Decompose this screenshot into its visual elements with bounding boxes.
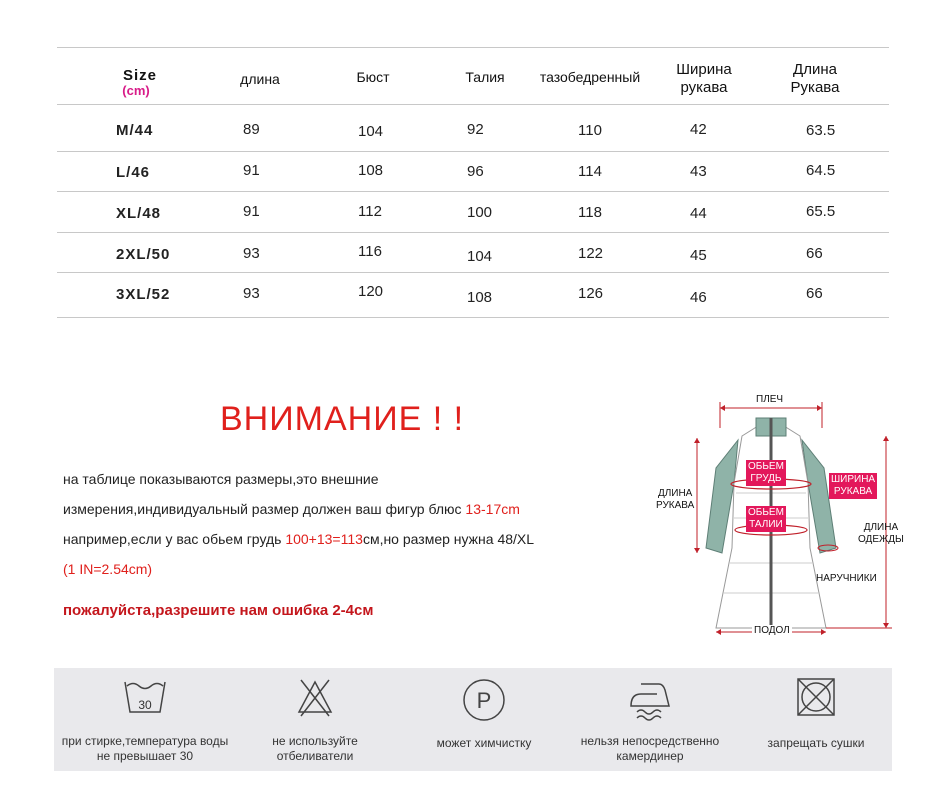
care-label-dry-1: запрещать сушки xyxy=(767,736,865,750)
label-shoulder: ПЛЕЧ xyxy=(756,394,784,405)
row-3xl52-sleeve-width: 46 xyxy=(690,289,707,306)
size-header-unit: (cm) xyxy=(122,83,150,98)
row-m44-hip: 110 xyxy=(578,122,602,139)
row-m44-length: 89 xyxy=(243,121,260,138)
size-header xyxy=(112,67,168,100)
notice-line-3-text: например,если у вас обьем грудь xyxy=(63,531,286,547)
row-l46-hip: 114 xyxy=(578,163,602,180)
jacket-diagram xyxy=(650,388,904,648)
row-2xl50-hip: 122 xyxy=(578,245,604,262)
table-top-rule xyxy=(57,47,889,48)
notice-line-2-text: измерения,индивидуальный размер должен ваш фигур блюс xyxy=(63,501,466,517)
care-item-wash xyxy=(55,668,235,771)
care-label-wash-1: при стирке,температура воды xyxy=(61,734,229,748)
row-size-2xl50: 2XL/50 xyxy=(116,246,171,263)
label-sleeve-length xyxy=(656,488,694,512)
tag-sleeve-width-2: РУКАВА xyxy=(833,486,873,497)
label-hem: ПОДОЛ xyxy=(754,625,790,636)
care-instructions xyxy=(54,668,892,771)
col-header-bust: Бюст xyxy=(356,69,390,85)
label-sleeve-length-1: ДЛИНА xyxy=(657,488,693,499)
tag-waist xyxy=(746,506,786,532)
row-2xl50-bust: 116 xyxy=(358,243,382,260)
label-sleeve-length-2: РУКАВА xyxy=(656,500,695,511)
row-3xl52-length: 93 xyxy=(243,285,260,302)
care-label-bleach-1: не используйте xyxy=(272,734,358,748)
row-2xl50-sleeve-width: 45 xyxy=(690,247,707,264)
row-m44-sleeve-length: 63.5 xyxy=(806,122,836,139)
row-l46-sleeve-length: 64.5 xyxy=(806,162,836,179)
care-label-iron xyxy=(560,734,740,764)
care-label-bleach-2: отбеливатели xyxy=(276,749,354,763)
row-size-l46: L/46 xyxy=(116,164,151,181)
row-xl48-sleeve-width: 44 xyxy=(690,205,707,222)
tag-waist-1: ОБЬЕМ xyxy=(748,507,784,518)
tag-sleeve-width-1: ШИРИНА xyxy=(831,474,876,485)
label-garment-length xyxy=(858,522,904,546)
row-2xl50-sleeve-length: 66 xyxy=(806,245,823,262)
row-xl48-hip: 118 xyxy=(578,204,602,221)
tag-sleeve-width xyxy=(829,473,877,499)
attention-title: ВНИМАНИЕ ! ! xyxy=(220,400,465,438)
row-size-3xl52: 3XL/52 xyxy=(116,286,171,303)
row-2xl50-length: 93 xyxy=(243,245,260,262)
notice-line-1: на таблице показываются размеры,это внешние xyxy=(63,471,379,487)
iron-steam-icon xyxy=(623,676,677,722)
row-xl48-waist: 100 xyxy=(467,204,493,221)
table-row-rule xyxy=(57,191,889,192)
row-xl48-length: 91 xyxy=(243,203,260,220)
care-label-wash-2: не превышает 30 xyxy=(96,749,194,763)
notice-line-4: (1 IN=2.54cm) xyxy=(63,561,153,577)
row-m44-sleeve-width: 42 xyxy=(690,121,707,138)
row-xl48-sleeve-length: 65.5 xyxy=(806,203,836,220)
tag-waist-2: ТАЛИИ xyxy=(749,519,783,530)
row-size-m44: M/44 xyxy=(116,122,154,139)
care-label-dryclean xyxy=(394,736,574,751)
care-item-dryclean xyxy=(394,668,574,771)
row-3xl52-bust: 120 xyxy=(358,283,384,300)
row-size-xl48: XL/48 xyxy=(116,205,162,222)
row-m44-waist: 92 xyxy=(467,121,484,138)
care-label-bleach xyxy=(225,734,405,764)
row-3xl52-hip: 126 xyxy=(578,285,604,302)
care-label-dry xyxy=(726,736,906,751)
table-row-rule xyxy=(57,151,889,152)
care-label-iron-2: камердинер xyxy=(616,749,684,763)
care-label-iron-1: нельзя непосредственно xyxy=(580,734,720,748)
tag-chest-2: ГРУДЬ xyxy=(750,473,782,484)
notice-line-3-tail: см,но размер нужна 48/XL xyxy=(362,531,535,547)
notice-line-3 xyxy=(63,531,534,547)
no-bleach-icon xyxy=(295,676,335,720)
dry-clean-p-icon xyxy=(460,676,508,724)
care-item-iron xyxy=(560,668,740,771)
row-m44-bust: 104 xyxy=(358,123,384,140)
wash-temperature: 30 xyxy=(138,698,152,712)
label-cuffs: НАРУЧНИКИ xyxy=(816,573,877,584)
table-header-rule xyxy=(57,104,889,105)
notice-line-3-example: 100+13=113 xyxy=(285,531,363,547)
col-header-sleeve-width: Ширина рукава xyxy=(676,61,732,96)
label-garment-length-2: ОДЕЖДЫ xyxy=(858,534,904,545)
col-header-sleeve-length: Длина Рукава xyxy=(790,61,840,96)
table-row-rule xyxy=(57,232,889,233)
row-l46-bust: 108 xyxy=(358,162,384,179)
row-3xl52-waist: 108 xyxy=(467,289,493,306)
label-garment-length-1: ДЛИНА xyxy=(863,522,899,533)
notice-line-2 xyxy=(63,501,520,517)
col-header-waist: Талия xyxy=(465,69,505,85)
table-bottom-rule xyxy=(57,317,889,318)
row-l46-sleeve-width: 43 xyxy=(690,163,707,180)
size-header-label: Size xyxy=(122,67,157,84)
dry-clean-letter: P xyxy=(476,688,492,713)
care-item-bleach xyxy=(225,668,405,771)
notice-line-2-range: 13-17cm xyxy=(465,501,520,517)
table-row-rule xyxy=(57,272,889,273)
care-item-dry xyxy=(726,668,906,771)
tag-chest xyxy=(746,460,786,486)
care-label-wash xyxy=(55,734,235,764)
please-note: пожалуйста,разрешите нам ошибка 2-4см xyxy=(63,602,374,619)
tag-chest-1: ОБЬЕМ xyxy=(748,461,784,472)
row-3xl52-sleeve-length: 66 xyxy=(806,285,823,302)
row-l46-waist: 96 xyxy=(467,163,484,180)
no-tumble-dry-icon xyxy=(795,676,837,718)
row-xl48-bust: 112 xyxy=(358,203,382,220)
care-label-dryclean-1: может химчистку xyxy=(436,736,532,750)
col-header-hip: тазобедренный xyxy=(539,69,641,85)
row-2xl50-waist: 104 xyxy=(467,248,493,265)
col-header-length: длина xyxy=(240,71,280,87)
row-l46-length: 91 xyxy=(243,162,260,179)
